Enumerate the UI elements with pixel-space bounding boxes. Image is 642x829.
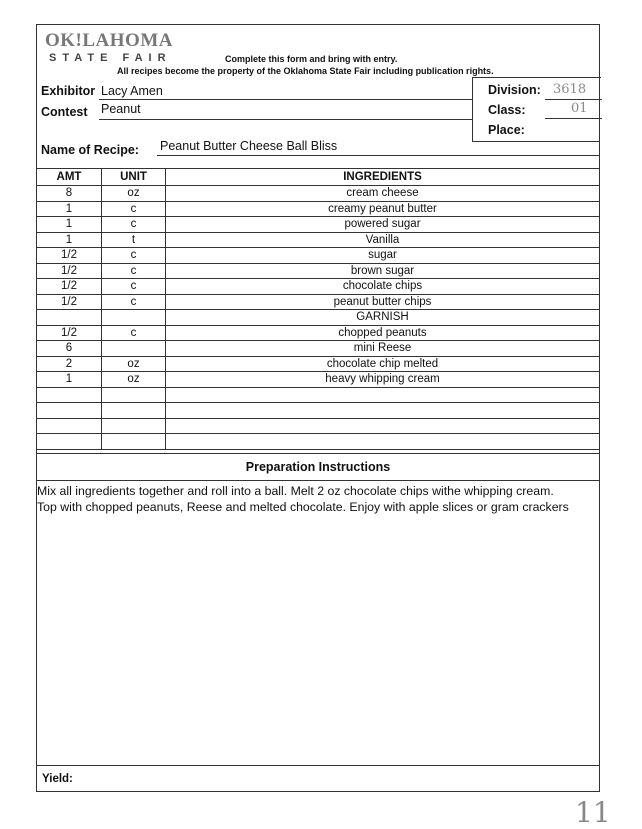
ingredient-name-cell[interactable]: heavy whipping cream xyxy=(166,372,600,388)
entry-form xyxy=(36,24,600,792)
ingredient-row xyxy=(37,434,599,450)
amt-cell[interactable] xyxy=(37,403,102,419)
ingredients-header-row xyxy=(37,169,599,186)
unit-cell[interactable]: t xyxy=(102,232,166,248)
amt-cell[interactable] xyxy=(37,387,102,403)
ingredient-name-cell[interactable]: chopped peanuts xyxy=(166,325,600,341)
ingredient-row xyxy=(37,341,599,357)
ingredient-row xyxy=(37,263,599,279)
class-field[interactable]: 01 xyxy=(571,101,588,116)
rights-notice: All recipes become the property of the Oklahoma State Fair including publication rights. xyxy=(117,66,494,76)
judging-box-bottom xyxy=(472,141,600,142)
ingredient-row xyxy=(37,418,599,434)
ingredient-name-cell[interactable]: brown sugar xyxy=(166,263,600,279)
unit-cell[interactable]: oz xyxy=(102,372,166,388)
unit-cell[interactable]: c xyxy=(102,263,166,279)
ingredient-name-cell[interactable] xyxy=(166,418,600,434)
place-label: Place: xyxy=(488,123,525,137)
unit-cell[interactable]: c xyxy=(102,325,166,341)
ingredient-name-cell[interactable]: creamy peanut butter xyxy=(166,201,600,217)
ingredients-body xyxy=(37,186,599,450)
yield-row[interactable] xyxy=(37,765,599,792)
ingredient-name-cell[interactable]: cream cheese xyxy=(166,186,600,202)
amt-cell[interactable]: 1 xyxy=(37,232,102,248)
logo-oklahoma: OK!LAHOMA xyxy=(45,30,173,51)
exhibitor-field[interactable]: Lacy Amen xyxy=(101,84,163,98)
amt-cell[interactable]: 1 xyxy=(37,201,102,217)
unit-cell[interactable]: c xyxy=(102,201,166,217)
unit-cell[interactable]: c xyxy=(102,294,166,310)
ingredient-row xyxy=(37,186,599,202)
ingredient-name-cell[interactable]: powered sugar xyxy=(166,217,600,233)
amt-cell[interactable]: 2 xyxy=(37,356,102,372)
ingredient-row xyxy=(37,279,599,295)
exhibitor-underline xyxy=(99,99,472,100)
unit-cell[interactable]: oz xyxy=(102,186,166,202)
unit-cell[interactable]: oz xyxy=(102,356,166,372)
preparation-text[interactable] xyxy=(37,484,599,515)
unit-cell[interactable]: c xyxy=(102,217,166,233)
ingredient-name-cell[interactable]: mini Reese xyxy=(166,341,600,357)
ingredient-row xyxy=(37,217,599,233)
recipe-name-field[interactable]: Peanut Butter Cheese Ball Bliss xyxy=(160,139,338,153)
amt-cell[interactable] xyxy=(37,310,102,326)
ingredient-row xyxy=(37,294,599,310)
class-label: Class: xyxy=(488,103,526,117)
ingredient-name-cell[interactable] xyxy=(166,403,600,419)
amt-cell[interactable] xyxy=(37,434,102,450)
amt-cell[interactable]: 1 xyxy=(37,217,102,233)
unit-cell[interactable] xyxy=(102,341,166,357)
judging-box xyxy=(472,77,601,142)
amt-cell[interactable] xyxy=(37,418,102,434)
ingredient-name-cell[interactable]: chocolate chips xyxy=(166,279,600,295)
ingredient-row xyxy=(37,387,599,403)
amt-cell[interactable]: 1/2 xyxy=(37,279,102,295)
recipe-name-underline xyxy=(157,155,599,156)
ingredient-row xyxy=(37,325,599,341)
ingredients-header: INGREDIENTS xyxy=(166,169,600,186)
ingredient-row xyxy=(37,201,599,217)
unit-cell[interactable]: c xyxy=(102,248,166,264)
ingredient-row xyxy=(37,356,599,372)
ingredient-name-cell[interactable] xyxy=(166,387,600,403)
ingredient-row xyxy=(37,310,599,326)
contest-label: Contest xyxy=(41,105,88,119)
ingredient-name-cell[interactable]: GARNISH xyxy=(166,310,600,326)
ingredient-row xyxy=(37,403,599,419)
division-field[interactable]: 3618 xyxy=(553,82,587,97)
ingredients-table xyxy=(37,168,599,450)
preparation-line-1: Mix all ingredients together and roll into a ball. Melt 2 oz chocolate chips withe whipping cream. xyxy=(37,484,554,498)
amt-cell[interactable]: 6 xyxy=(37,341,102,357)
unit-cell[interactable] xyxy=(102,310,166,326)
form-instruction: Complete this form and bring with entry. xyxy=(225,54,398,64)
unit-cell[interactable] xyxy=(102,403,166,419)
ingredient-name-cell[interactable]: sugar xyxy=(166,248,600,264)
yield-label: Yield: xyxy=(42,773,73,785)
division-underline xyxy=(545,99,602,100)
amt-cell[interactable]: 8 xyxy=(37,186,102,202)
amt-cell[interactable]: 1 xyxy=(37,372,102,388)
preparation-line-2: Top with chopped peanuts, Reese and melted chocolate. Enjoy with apple slices or gram crackers xyxy=(37,499,569,514)
ingredient-name-cell[interactable] xyxy=(166,434,600,450)
ingredient-name-cell[interactable]: chocolate chip melted xyxy=(166,356,600,372)
ingredient-row xyxy=(37,372,599,388)
logo-state-fair: STATE FAIR xyxy=(49,52,172,64)
class-underline xyxy=(545,118,602,119)
amt-cell[interactable]: 1/2 xyxy=(37,263,102,279)
unit-header: UNIT xyxy=(102,169,166,186)
amt-cell[interactable]: 1/2 xyxy=(37,325,102,341)
recipe-name-label: Name of Recipe: xyxy=(41,143,139,157)
preparation-heading: Preparation Instructions xyxy=(37,453,599,481)
ingredient-name-cell[interactable]: Vanilla xyxy=(166,232,600,248)
ingredient-row xyxy=(37,248,599,264)
ingredient-name-cell[interactable]: peanut butter chips xyxy=(166,294,600,310)
amt-header: AMT xyxy=(37,169,102,186)
unit-cell[interactable] xyxy=(102,418,166,434)
contest-underline xyxy=(99,119,472,120)
page-mark: 11 xyxy=(575,796,611,829)
exhibitor-label: Exhibitor xyxy=(41,84,96,98)
division-label: Division: xyxy=(488,83,541,97)
amt-cell[interactable]: 1/2 xyxy=(37,248,102,264)
ingredient-row xyxy=(37,232,599,248)
contest-field[interactable]: Peanut xyxy=(101,102,141,116)
amt-cell[interactable]: 1/2 xyxy=(37,294,102,310)
unit-cell[interactable] xyxy=(102,387,166,403)
unit-cell[interactable]: c xyxy=(102,279,166,295)
unit-cell[interactable] xyxy=(102,434,166,450)
